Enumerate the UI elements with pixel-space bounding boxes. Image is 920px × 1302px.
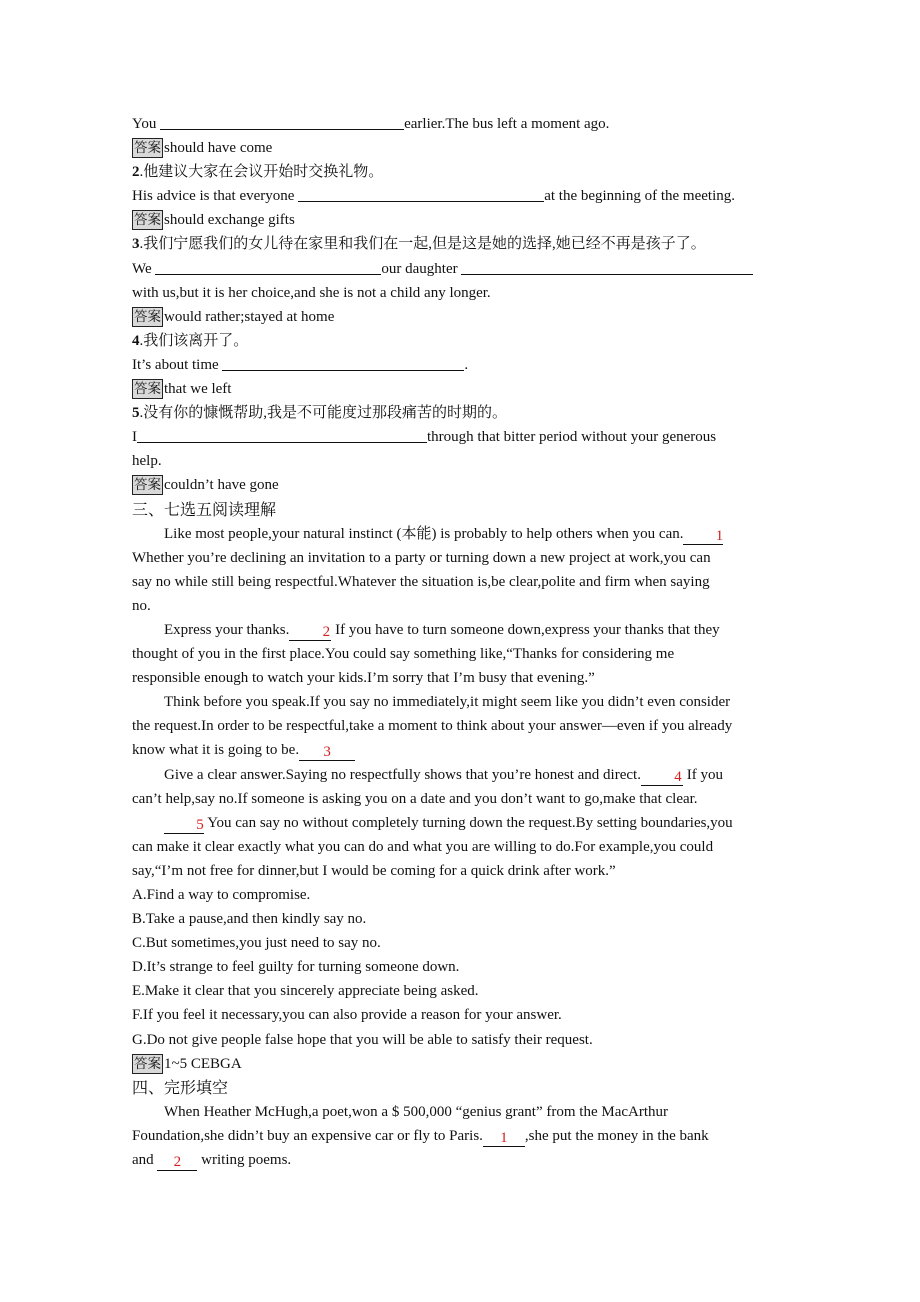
s3-p3-line1: Think before you speak.If you say no immediately,it might seem like you didn’t even consider <box>164 694 731 711</box>
option-d: D.It’s strange to feel guilty for turning someone down. <box>132 959 460 976</box>
blank-3: 3 <box>299 744 355 761</box>
q5-chinese: 5.没有你的慷慨帮助,我是不可能度过那段痛苦的时期的。 <box>132 405 508 422</box>
s3-p5-line2: can make it clear exactly what you can do and what you are willing to do.For example,you could <box>132 838 714 855</box>
answer-tag: 答案 <box>134 212 161 229</box>
s3-p5-line1: 5 You can say no without completely turning down the request.By setting boundaries,you <box>132 811 792 835</box>
option-g: G.Do not give people false hope that you will be able to satisfy their request. <box>132 1031 593 1048</box>
q4-answer: 答案 that we left <box>134 381 232 398</box>
q3-blank-2 <box>461 258 753 275</box>
cloze-blank-1: 1 <box>483 1130 525 1147</box>
answer-tag: 答案 <box>134 1055 161 1072</box>
option-e: E.Make it clear that you sincerely appreciate being asked. <box>132 983 479 1000</box>
s4-line2: Foundation,she didn’t buy an expensive car or fly to Paris. 1 ,she put the money in the bank <box>132 1127 709 1146</box>
s3-p4-line1: Give a clear answer.Saying no respectfully shows that you’re honest and direct. 4 If you <box>164 766 723 785</box>
s3-p1-line1: Like most people,your natural instinct (本能) is probably to help others when you can. 1 <box>164 525 724 544</box>
q3-blank-1 <box>155 258 381 275</box>
worksheet-page <box>132 112 792 1172</box>
q2-blank <box>298 185 544 202</box>
s3-p2-line1: Express your thanks. 2 If you have to turn someone down,express your thanks that they <box>164 621 720 640</box>
q5-sentence: I through that bitter period without your generous <box>132 425 792 449</box>
s3-p2-line3: responsible enough to watch your kids.I’m sorry that I’m busy that evening.” <box>132 670 595 687</box>
answer-tag: 答案 <box>134 308 161 325</box>
q2-chinese: 2.他建议大家在会议开始时交换礼物。 <box>132 164 384 181</box>
s3-p5-line3: say,“I’m not free for dinner,but I would be coming for a quick drink after work.” <box>132 862 616 879</box>
q2-sentence: His advice is that everyone at the beginning of the meeting. <box>132 184 792 208</box>
option-c: C.But sometimes,you just need to say no. <box>132 935 381 952</box>
option-a: A.Find a way to compromise. <box>132 887 311 903</box>
cloze-blank-2: 2 <box>157 1154 197 1171</box>
answer-tag: 答案 <box>134 477 161 494</box>
q1-answer: 答案 should have come <box>134 140 273 157</box>
q4-sentence: It’s about time . <box>132 353 792 377</box>
q3-sentence: We our daughter <box>132 257 792 281</box>
q3-sentence-line2: with us,but it is her choice,and she is not a child any longer. <box>132 284 491 301</box>
q5-sentence-line2: help. <box>132 453 162 470</box>
q1-sentence: You earlier.The bus left a moment ago. <box>132 112 792 136</box>
s3-p3-line2: the request.In order to be respectful,take a moment to think about your answer—even if you already <box>132 718 733 735</box>
q5-answer: 答案 couldn’t have gone <box>134 477 279 494</box>
q4-blank <box>222 354 464 371</box>
answer-tag: 答案 <box>134 381 161 398</box>
q3-chinese: 3.我们宁愿我们的女儿待在家里和我们在一起,但是这是她的选择,她已经不再是孩子了。 <box>132 236 706 253</box>
q3-answer: 答案 would rather;stayed at home <box>134 308 335 325</box>
q5-blank <box>137 426 427 443</box>
s3-p1-line3: say no while still being respectful.Whatever the situation is,be clear,polite and firm when saying <box>132 573 710 590</box>
q2-answer: 答案 should exchange gifts <box>134 212 295 229</box>
s3-p1-line4: no. <box>132 597 151 614</box>
option-f: F.If you feel it necessary,you can also provide a reason for your answer. <box>132 1007 562 1024</box>
s3-p2-line2: thought of you in the first place.You could say something like,“Thanks for considering me <box>132 646 675 663</box>
section4-heading: 四、完形填空 <box>132 1077 229 1097</box>
s3-p1-line2: Whether you’re declining an invitation to a party or turning down a new project at work,you can <box>132 549 711 566</box>
q4-chinese: 4.我们该离开了。 <box>132 332 249 349</box>
option-b: B.Take a pause,and then kindly say no. <box>132 911 367 928</box>
section3-heading: 三、七选五阅读理解 <box>132 499 277 519</box>
answer-tag: 答案 <box>134 140 161 157</box>
blank-5: 5 <box>164 817 204 834</box>
blank-1: 1 <box>683 528 723 545</box>
q1-blank <box>160 113 404 130</box>
s4-line1: When Heather McHugh,a poet,won a $ 500,000 “genius grant” from the MacArthur <box>164 1103 669 1120</box>
section3-answer: 答案 1~5 CEBGA <box>134 1055 242 1072</box>
blank-4: 4 <box>641 769 683 786</box>
blank-2: 2 <box>289 624 331 641</box>
s4-line3: and 2 writing poems. <box>132 1152 292 1171</box>
s3-p3-line3: know what it is going to be. 3 <box>132 738 792 762</box>
s3-p4-line2: can’t help,say no.If someone is asking you on a date and you don’t want to go,make that clear. <box>132 790 698 807</box>
